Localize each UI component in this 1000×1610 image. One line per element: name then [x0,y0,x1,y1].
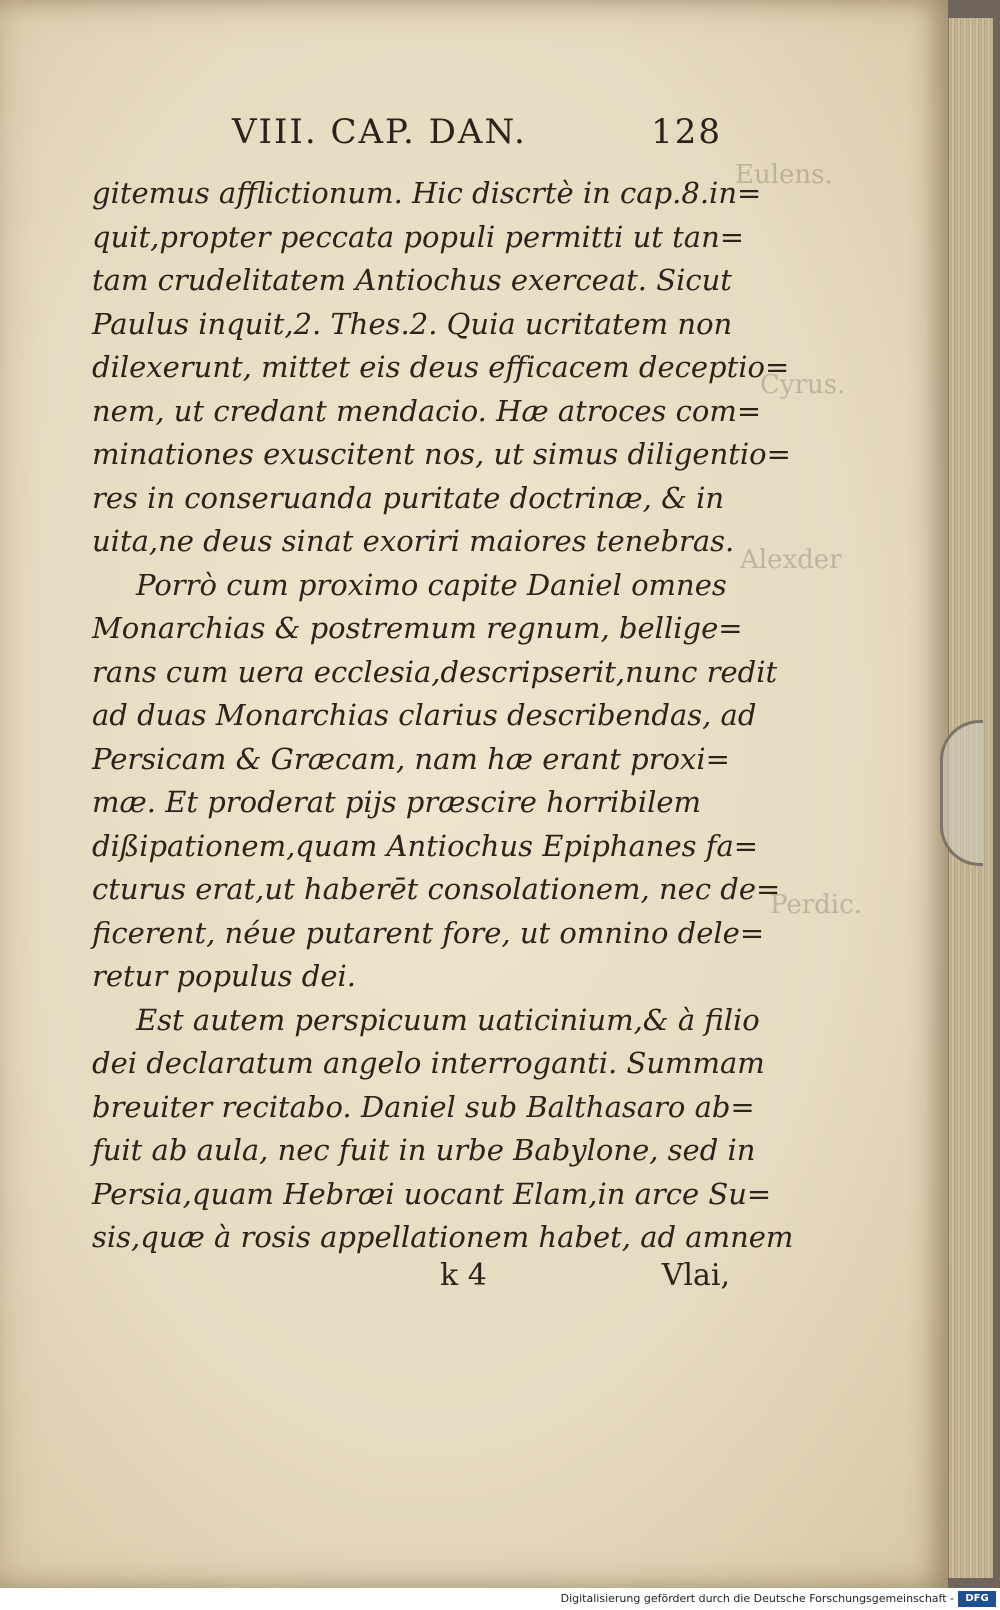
text-line: Persicam & Græcam, nam hæ erant proxi= [92,741,730,776]
paragraph-start: Porrò cum proximo capite Daniel omnes [136,567,727,602]
text-line: dei declaratum angelo interroganti. Summam [92,1046,765,1080]
text-line: breuiter recitabo. Daniel sub Balthasaro ab= [92,1089,755,1124]
running-title: VIII. CAP. DAN. [232,112,527,152]
text-line: dilexerunt, mittet eis deus efficacem deceptio= [92,350,790,384]
catchword: Vlai, [661,1258,730,1293]
text-line: quit,propter peccata populi permitti ut tan= [92,219,745,254]
bleed-through-4: Perdic. [770,890,862,920]
bleed-through-1: Eulens. [735,160,833,190]
text-line: Monarchias & postremum regnum, bellige= [92,611,743,645]
text-line: mæ. Et proderat pijs præscire horribilem [92,785,702,819]
bleed-through-3: Alexder [740,545,842,575]
signature-mark: k 4 [440,1258,487,1293]
text-line: sis,quæ à rosis appellationem habet, ad amnem [92,1220,794,1254]
text-line: minationes exuscitent nos, ut simus diligentio= [92,437,791,471]
text-line: uita,ne deus sinat exoriri maiores tenebras. [92,524,735,558]
running-head [232,112,722,156]
bleed-through-2: Cyrus. [760,370,846,400]
text-line: res in conseruanda puritate doctrinæ, & in [92,480,725,515]
text-line: dißipationem,quam Antiochus Epiphanes fa= [92,828,759,863]
text-line: ad duas Monarchias clarius describendas, ad [92,698,757,732]
dfg-logo: DFG [958,1591,996,1607]
digitization-credit: Digitalisierung gefördert durch die Deutsche Forschungsgemeinschaft - [0,1588,1000,1610]
paragraph-start: Est autem perspicuum uaticinium,& à filio [136,1002,760,1037]
page-footer [440,1258,730,1298]
page-number: 128 [651,112,722,152]
page-clip [940,720,983,866]
text-line: ficerent, néue putarent fore, ut omnino dele= [92,915,765,950]
text-line: Paulus inquit,2. Thes.2. Quia ucritatem non [92,306,733,341]
text-line: cturus erat,ut haberēt consolationem, nec de= [92,872,781,906]
text-line: gitemus afflictionum. Hic discrtè in cap.8.in= [92,176,762,210]
text-line: retur populus dei. [92,959,356,993]
text-line: nem, ut credant mendacio. Hæ atroces com= [92,393,762,428]
text-line: Persia,quam Hebræi uocant Elam,in arce Su= [92,1176,772,1211]
text-line: rans cum uera ecclesia,descripserit,nunc redit [92,654,778,689]
text-line: tam crudelitatem Antiochus exerceat. Sicut [92,263,732,297]
text-line: fuit ab aula, nec fuit in urbe Babylone, sed in [92,1133,756,1167]
